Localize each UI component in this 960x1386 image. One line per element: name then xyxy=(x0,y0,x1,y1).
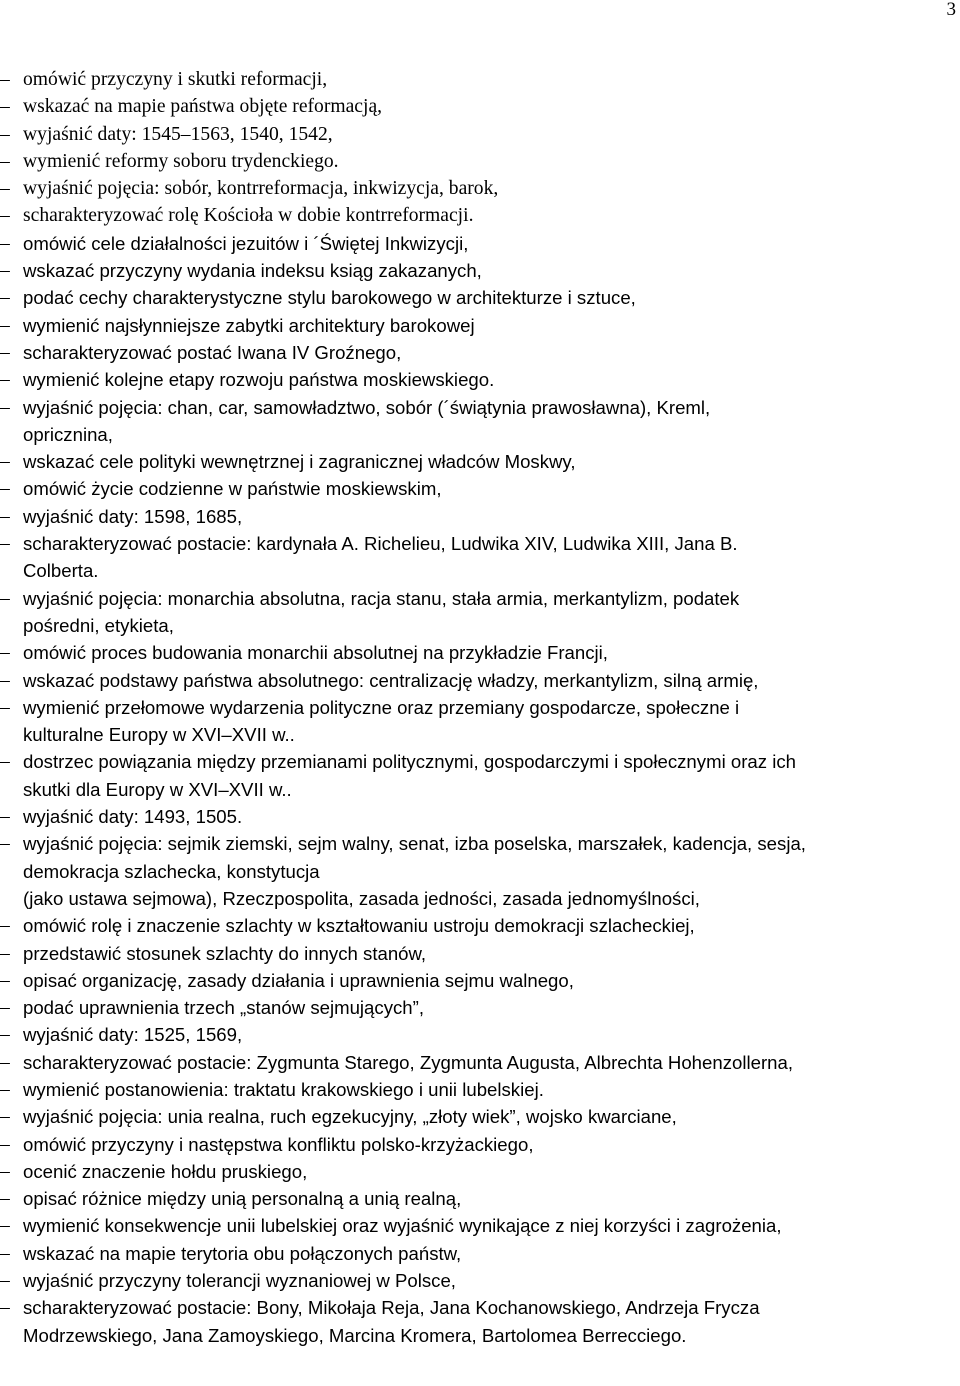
list-item xyxy=(0,1158,960,1185)
list-item-text: opisać różnice między unią personalną a unią realną, xyxy=(23,1188,462,1210)
dash-bullet: – xyxy=(0,396,10,418)
list-item xyxy=(0,1185,960,1212)
list-item xyxy=(0,585,960,640)
list-item-text: wymienić postanowienia: traktatu krakowskiego i unii lubelskiej. xyxy=(23,1078,544,1100)
dash-bullet: – xyxy=(0,997,10,1019)
list-item xyxy=(0,448,960,475)
list-item xyxy=(0,339,960,366)
list-item xyxy=(0,175,960,202)
dash-bullet: – xyxy=(0,1188,10,1210)
dash-bullet: – xyxy=(0,178,10,200)
dash-bullet: – xyxy=(0,533,10,555)
list-item xyxy=(0,121,960,148)
list-item-text: wyjaśnić pojęcia: sejmik ziemski, sejm walny, senat, izba poselska, marszałek, kadencja, sesja, xyxy=(23,833,806,855)
dash-bullet: – xyxy=(0,232,10,254)
list-item xyxy=(0,912,960,939)
list-item xyxy=(0,667,960,694)
dash-bullet: – xyxy=(0,369,10,391)
dash-bullet: – xyxy=(0,314,10,336)
dash-bullet: – xyxy=(0,69,10,90)
list-item-text: omówić rolę i znaczenie szlachty w kształtowaniu ustroju demokracji szlacheckiej, xyxy=(23,915,695,937)
dash-bullet: – xyxy=(0,123,10,145)
dash-bullet: – xyxy=(0,1133,10,1155)
list-item-text: wskazać na mapie terytoria obu połączonych państw, xyxy=(23,1242,462,1264)
list-item xyxy=(0,1131,960,1158)
list-item xyxy=(0,1294,960,1349)
list-item-text: opricznina, xyxy=(23,423,113,445)
dash-bullet: – xyxy=(0,341,10,363)
list-item xyxy=(0,202,960,229)
list-item-text: wyjaśnić daty: 1545–1563, 1540, 1542, xyxy=(23,123,333,145)
list-item xyxy=(0,394,960,449)
list-item-text: wskazać cele polityki wewnętrznej i zagranicznej władców Moskwy, xyxy=(23,451,576,473)
list-item xyxy=(0,148,960,175)
list-item-text: wskazać przyczyny wydania indeksu ksiąg zakazanych, xyxy=(23,260,482,282)
dash-bullet: – xyxy=(0,751,10,773)
list-item-text: podać uprawnienia trzech „stanów sejmujących”, xyxy=(23,997,424,1019)
list-item xyxy=(0,830,960,912)
list-item-text: Modrzewskiego, Jana Zamoyskiego, Marcina Kromera, Bartolomea Berrecciego. xyxy=(23,1324,687,1346)
dash-bullet: – xyxy=(0,587,10,609)
list-item-text: dostrzec powiązania między przemianami politycznymi, gospodarczymi i społecznymi oraz ich xyxy=(23,751,796,773)
page-number: 3 xyxy=(946,0,956,20)
dash-bullet: – xyxy=(0,505,10,527)
list-item-text: wyjaśnić daty: 1493, 1505. xyxy=(23,806,243,828)
dash-bullet: – xyxy=(0,150,10,172)
list-item-text: wymienić reformy soboru trydenckiego. xyxy=(23,150,339,172)
list-item xyxy=(0,66,960,93)
list-item-text: wymienić kolejne etapy rozwoju państwa moskiewskiego. xyxy=(23,369,495,391)
learning-objectives-list xyxy=(0,66,960,1349)
list-item xyxy=(0,1021,960,1048)
dash-bullet: – xyxy=(0,1106,10,1128)
list-item xyxy=(0,1076,960,1103)
list-item xyxy=(0,994,960,1021)
dash-bullet: – xyxy=(0,1160,10,1182)
list-item-text: opisać organizację, zasady działania i uprawnienia sejmu walnego, xyxy=(23,969,574,991)
dash-bullet: – xyxy=(0,1024,10,1046)
list-item-text: wyjaśnić przyczyny tolerancji wyznaniowej w Polsce, xyxy=(23,1270,456,1292)
list-item-text: skutki dla Europy w XVI–XVII w.. xyxy=(23,778,292,800)
list-item-text: wymienić najsłynniejsze zabytki architektury barokowej xyxy=(23,314,475,336)
list-item-text: ocenić znaczenie hołdu pruskiego, xyxy=(23,1160,308,1182)
dash-bullet: – xyxy=(0,451,10,473)
dash-bullet: – xyxy=(0,969,10,991)
list-item-text: przedstawić stosunek szlachty do innych stanów, xyxy=(23,942,427,964)
list-item xyxy=(0,1212,960,1239)
list-item xyxy=(0,284,960,311)
list-item-text: podać cechy charakterystyczne stylu barokowego w architekturze i sztuce, xyxy=(23,287,636,309)
list-item-text: omówić cele działalności jezuitów i ´Świętej Inkwizycji, xyxy=(23,232,469,254)
list-item-text: omówić życie codzienne w państwie moskiewskim, xyxy=(23,478,442,500)
dash-bullet: – xyxy=(0,1215,10,1237)
list-item xyxy=(0,230,960,257)
list-item xyxy=(0,475,960,502)
list-item xyxy=(0,639,960,666)
dash-bullet: – xyxy=(0,915,10,937)
list-item-text: omówić przyczyny i skutki reformacji, xyxy=(23,69,328,90)
dash-bullet: – xyxy=(0,260,10,282)
dash-bullet: – xyxy=(0,806,10,828)
list-item xyxy=(0,366,960,393)
list-item-text: scharakteryzować rolę Kościoła w dobie kontrreformacji. xyxy=(23,205,474,227)
dash-bullet: – xyxy=(0,696,10,718)
list-item xyxy=(0,803,960,830)
list-item xyxy=(0,748,960,803)
list-item-text: omówić proces budowania monarchii absolutnej na przykładzie Francji, xyxy=(23,642,608,664)
list-item-text: wyjaśnić pojęcia: chan, car, samowładztwo, sobór (´świątynia prawosławna), Kreml, xyxy=(23,396,711,418)
list-item-text: wyjaśnić pojęcia: sobór, kontrreformacja, inkwizycja, barok, xyxy=(23,178,499,200)
dash-bullet: – xyxy=(0,1078,10,1100)
list-item-text: demokracja szlachecka, konstytucja xyxy=(23,860,320,882)
dash-bullet: – xyxy=(0,1242,10,1264)
dash-bullet: – xyxy=(0,478,10,500)
list-item xyxy=(0,1240,960,1267)
dash-bullet: – xyxy=(0,942,10,964)
list-item-text: scharakteryzować postać Iwana IV Groźnego, xyxy=(23,341,402,363)
list-item-text: kulturalne Europy w XVI–XVII w.. xyxy=(23,724,295,746)
list-item xyxy=(0,1103,960,1130)
list-item xyxy=(0,93,960,120)
list-item-text: wskazać na mapie państwa objęte reformacją, xyxy=(23,96,383,118)
list-item-text: scharakteryzować postacie: Bony, Mikołaja Reja, Jana Kochanowskiego, Andrzeja Frycza xyxy=(23,1297,760,1319)
list-item-text: wskazać podstawy państwa absolutnego: centralizację władzy, merkantylizm, silną armię, xyxy=(23,669,759,691)
dash-bullet: – xyxy=(0,1051,10,1073)
dash-bullet: – xyxy=(0,642,10,664)
list-item xyxy=(0,530,960,585)
list-item-text: wyjaśnić pojęcia: monarchia absolutna, racja stanu, stała armia, merkantylizm, podatek xyxy=(23,587,740,609)
list-item-text: pośredni, etykieta, xyxy=(23,614,174,636)
list-item xyxy=(0,257,960,284)
dash-bullet: – xyxy=(0,205,10,227)
dash-bullet: – xyxy=(0,96,10,118)
list-item xyxy=(0,940,960,967)
list-item-text: omówić przyczyny i następstwa konfliktu polsko-krzyżackiego, xyxy=(23,1133,534,1155)
list-item xyxy=(0,503,960,530)
list-item-text: Colberta. xyxy=(23,560,99,582)
list-item xyxy=(0,312,960,339)
list-item-text: wyjaśnić daty: 1598, 1685, xyxy=(23,505,243,527)
list-item-text: scharakteryzować postacie: kardynała A. Richelieu, Ludwika XIV, Ludwika XIII, Jana B. xyxy=(23,533,738,555)
list-item xyxy=(0,694,960,749)
dash-bullet: – xyxy=(0,287,10,309)
dash-bullet: – xyxy=(0,833,10,855)
list-item-text: (jako ustawa sejmowa), Rzeczpospolita, zasada jedności, zasada jednomyślności, xyxy=(23,887,700,909)
list-item xyxy=(0,1049,960,1076)
list-item-text: scharakteryzować postacie: Zygmunta Starego, Zygmunta Augusta, Albrechta Hohenzollerna, xyxy=(23,1051,793,1073)
dash-bullet: – xyxy=(0,1270,10,1292)
list-item-text: wymienić konsekwencje unii lubelskiej oraz wyjaśnić wynikające z niej korzyści i zagrożenia, xyxy=(23,1215,782,1237)
list-item-text: wyjaśnić pojęcia: unia realna, ruch egzekucyjny, „złoty wiek”, wojsko kwarciane, xyxy=(23,1106,677,1128)
list-item xyxy=(0,1267,960,1294)
list-item xyxy=(0,967,960,994)
dash-bullet: – xyxy=(0,669,10,691)
dash-bullet: – xyxy=(0,1297,10,1319)
list-item-text: wymienić przełomowe wydarzenia polityczne oraz przemiany gospodarcze, społeczne i xyxy=(23,696,740,718)
list-item-text: wyjaśnić daty: 1525, 1569, xyxy=(23,1024,243,1046)
